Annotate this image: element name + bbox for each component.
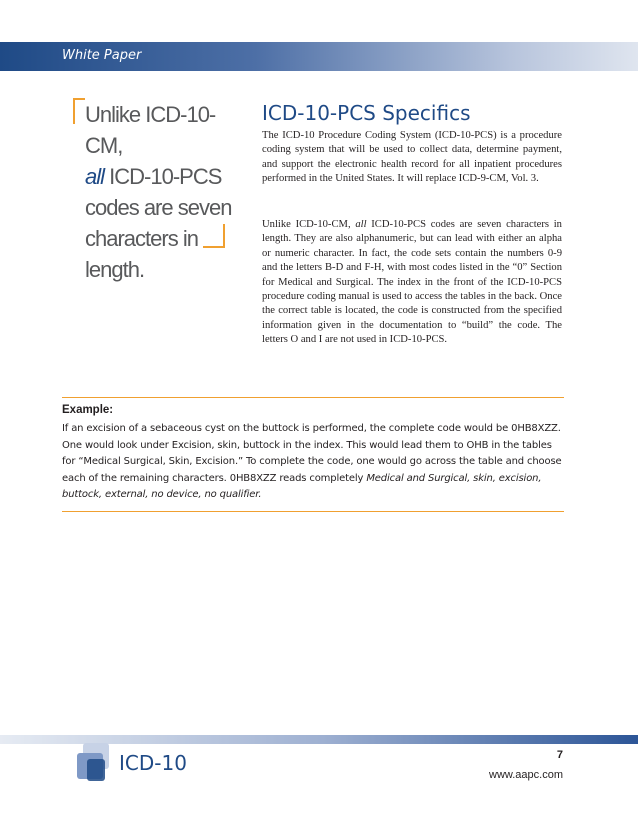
section-heading: ICD-10-PCS Specifics [262,101,471,125]
pullquote-line: characters in [85,226,198,251]
body-paragraph-1: The ICD-10 Procedure Coding System (ICD-10-PCS) is a procedure coding system that will be used to collect data, determine payment, and support the electronic health record for all inpatient procedures performed in the United States. It will replace ICD-9-CM, Vol. 3. [262,130,562,185]
example-text [62,421,564,504]
pullquote-line: codes are seven [85,195,232,220]
header-label: White Paper [62,48,142,63]
pullquote-line [85,161,235,192]
example-rule-bottom [62,511,564,512]
para2-start: Unlike ICD-10-CM, [262,219,356,230]
icd10-logo-icon [73,741,113,785]
page-number: 7 [556,749,563,761]
logo-text: ICD-10 [119,751,187,775]
para2-rest: ICD-10-PCS codes are seven characters in length. They are also alphanumeric, but can lead with either an alpha or numeric character. In fact, the code sets contain the numbers 0-9 and the letters B-D and F-H, with most codes listed in the “0” Section for Medical and Surgical. The index in the front of the ICD-10-PCS procedure coding manual is used to access the tables in the back. Once the correct table is located, the code is constructed from the specified information given in the documentation to “build” the code. The letters O and I are not used in ICD-10-PCS. [262,219,562,346]
pullquote-line: Unlike ICD-10-CM, [85,102,216,158]
pullquote [85,99,235,285]
body-paragraph-2 [262,218,562,348]
example-text-main: If an excision of a sebaceous cyst on the buttock is performed, the complete code would be 0HB8XZZ. One would look under Excision, skin, buttock in the index. This would lead them to OHB in the tables for “Medical Surgical, Skin, Excision.” To complete the code, one would go across the table and choose each of the remaining characters. 0HB8XZZ reads completely [62,423,562,484]
example-title: Example: [62,404,114,416]
header-band [0,42,638,71]
pullquote-line-rest: ICD-10-PCS [104,164,222,189]
pullquote-line: length. [85,257,145,282]
pullquote-emphasis: all [85,164,105,189]
pullquote-bracket-top-left [73,98,85,124]
website-url[interactable]: www.aapc.com [489,769,563,781]
para2-emphasis: all [355,219,367,230]
example-rule-top [62,397,564,398]
pullquote-bracket-bottom-right [203,224,225,248]
example-text-emphasis: Medical and Surgical, skin, excision, buttock, external, no device, no qualifier. [62,472,542,501]
